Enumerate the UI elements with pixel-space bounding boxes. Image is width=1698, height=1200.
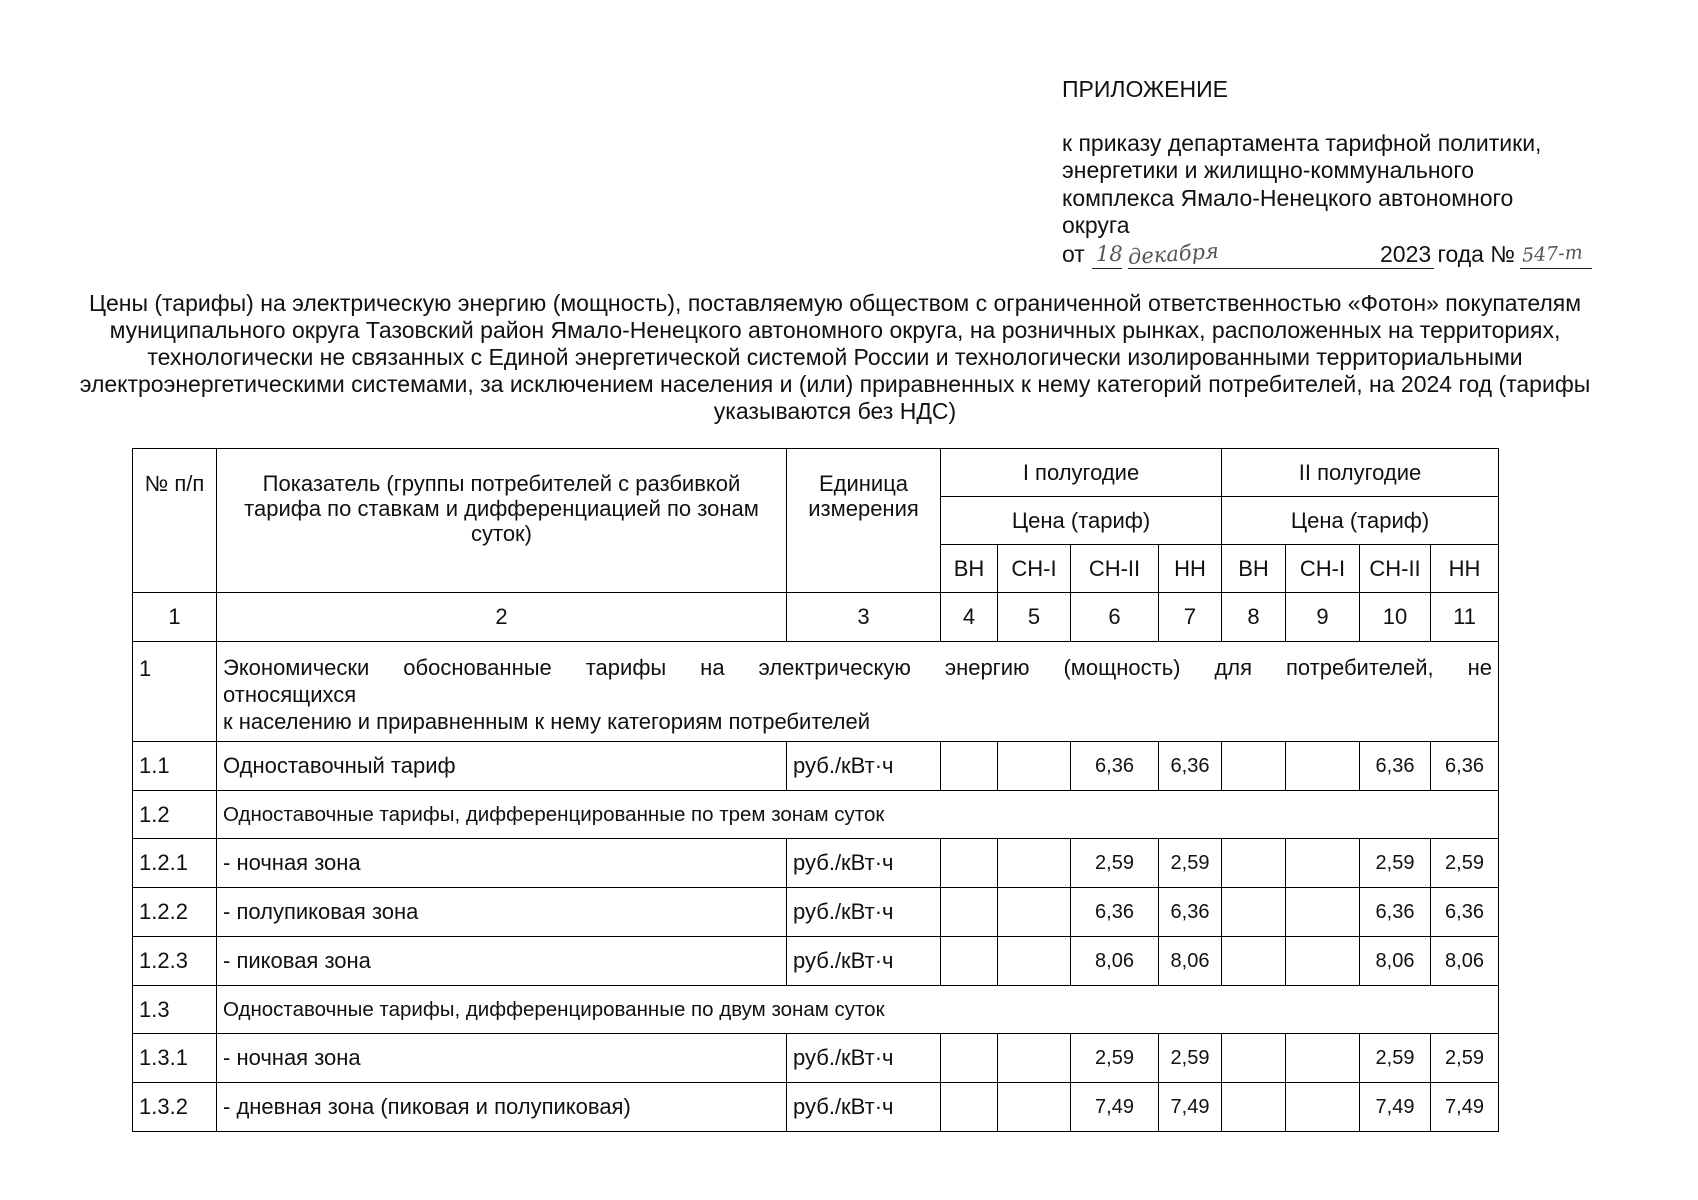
row-indicator: - полупиковая зона: [217, 888, 787, 937]
row-indicator: - пиковая зона: [217, 937, 787, 986]
group-row: [133, 986, 1499, 1034]
section-text-line: Экономически обоснованные тарифы на электрическую энергию (мощность) для потребителей, не: [223, 655, 1493, 680]
table-row: [133, 937, 1499, 986]
tariff-value: [941, 1034, 998, 1083]
tariff-value: [1286, 888, 1360, 937]
tariff-value: 6,36: [1360, 888, 1431, 937]
table-row: [133, 742, 1499, 791]
tariff-value: [1222, 1083, 1286, 1132]
tariff-value: [1286, 1034, 1360, 1083]
tariff-value: 2,59: [1159, 1034, 1222, 1083]
row-unit: руб./кВт·ч: [787, 839, 941, 888]
tariff-value: 6,36: [1431, 888, 1499, 937]
row-indicator: Одноставочный тариф: [217, 742, 787, 791]
row-num: 1.3: [133, 986, 217, 1034]
tariff-value: [998, 1083, 1071, 1132]
tariff-value: [1222, 1034, 1286, 1083]
header-num: № п/п: [133, 449, 217, 593]
header-level: НН: [1159, 545, 1222, 593]
section-row: [133, 642, 1499, 742]
appendix-heading: ПРИЛОЖЕНИЕ: [1062, 76, 1228, 102]
column-number: 6: [1071, 593, 1159, 642]
header-level: ВН: [1222, 545, 1286, 593]
tariff-value: 6,36: [1431, 742, 1499, 791]
column-number: 5: [998, 593, 1071, 642]
tariff-value: 6,36: [1159, 888, 1222, 937]
tariff-value: 2,59: [1431, 839, 1499, 888]
tariff-value: 8,06: [1431, 937, 1499, 986]
appendix-line: к приказу департамента тарифной политики,: [1062, 129, 1542, 156]
header-level: НН: [1431, 545, 1499, 593]
tariff-value: 2,59: [1071, 1034, 1159, 1083]
tariff-value: [1222, 937, 1286, 986]
tariff-value: 6,36: [1071, 742, 1159, 791]
column-number: 2: [217, 593, 787, 642]
row-indicator: - дневная зона (пиковая и полупиковая): [217, 1083, 787, 1132]
document-title: Цены (тарифы) на электрическую энергию (мощность), поставляемую обществом с ограниченной ответственностью «Фотон» покупателям муниципального округа Тазовский район Ямало-Ненецкого автономного округа, на розничных рынках, расположенных на территориях, технологически не связанных с Единой энергетической системой России и технологически изолированными территориальными электроэнергетическими системами, за исключением населения и (или) приравненных к нему категорий потребителей, на 2024 год (тарифы указываются без НДС): [79, 290, 1591, 424]
column-number: 11: [1431, 593, 1499, 642]
tariff-value: 7,49: [1360, 1083, 1431, 1132]
header-half-1: I полугодие: [941, 449, 1222, 497]
section-text-line: к населению и приравненным к нему категориям потребителей: [223, 709, 871, 734]
row-num: 1.2.3: [133, 937, 217, 986]
section-num: 1: [133, 642, 217, 742]
section-text: [217, 642, 1499, 742]
header-unit: Единица измерения: [787, 449, 941, 593]
row-num: 1.2.2: [133, 888, 217, 937]
row-num: 1.3.2: [133, 1083, 217, 1132]
section-text-line: относящихся: [223, 682, 357, 707]
group-name: Одноставочные тарифы, дифференцированные по двум зонам суток: [217, 986, 1499, 1034]
tariff-value: [941, 937, 998, 986]
tariff-value: [941, 839, 998, 888]
tariff-value: [998, 742, 1071, 791]
header-level: СН-I: [1286, 545, 1360, 593]
row-num: 1.3.1: [133, 1034, 217, 1083]
tariff-value: 7,49: [1431, 1083, 1499, 1132]
table-row: [133, 1034, 1499, 1083]
tariff-value: [1286, 839, 1360, 888]
column-number: 10: [1360, 593, 1431, 642]
appendix-line: энергетики и жилищно-коммунального: [1062, 157, 1474, 183]
tariff-value: [941, 742, 998, 791]
table-row: [133, 839, 1499, 888]
order-year: 2023 года №: [1380, 240, 1516, 267]
row-unit: руб./кВт·ч: [787, 888, 941, 937]
row-num: 1.2: [133, 791, 217, 839]
table-row: [133, 888, 1499, 937]
tariff-value: 2,59: [1360, 1034, 1431, 1083]
order-month: декабря: [1127, 238, 1220, 269]
tariff-table: [132, 448, 1499, 1132]
row-unit: руб./кВт·ч: [787, 937, 941, 986]
row-unit: руб./кВт·ч: [787, 1034, 941, 1083]
header-level: ВН: [941, 545, 998, 593]
header-price-2: Цена (тариф): [1222, 497, 1499, 545]
tariff-value: [1286, 937, 1360, 986]
group-name: Одноставочные тарифы, дифференцированные по трем зонам суток: [217, 791, 1499, 839]
header-level: СН-I: [998, 545, 1071, 593]
tariff-value: 2,59: [1159, 839, 1222, 888]
table-row: [133, 1083, 1499, 1132]
order-prefix: от: [1062, 240, 1085, 267]
group-row: [133, 791, 1499, 839]
tariff-value: 8,06: [1159, 937, 1222, 986]
column-number: 7: [1159, 593, 1222, 642]
column-number: 4: [941, 593, 998, 642]
column-number: 8: [1222, 593, 1286, 642]
row-indicator: - ночная зона: [217, 839, 787, 888]
header-level: СН-II: [1071, 545, 1159, 593]
header-price-1: Цена (тариф): [941, 497, 1222, 545]
appendix-line: комплекса Ямало-Ненецкого автономного: [1062, 184, 1514, 211]
header-half-2: II полугодие: [1222, 449, 1499, 497]
tariff-value: 8,06: [1071, 937, 1159, 986]
order-number: 547-т: [1521, 240, 1584, 267]
row-indicator: - ночная зона: [217, 1034, 787, 1083]
row-unit: руб./кВт·ч: [787, 742, 941, 791]
tariff-value: [1286, 742, 1360, 791]
header-level: СН-II: [1360, 545, 1431, 593]
tariff-value: 2,59: [1360, 839, 1431, 888]
tariff-value: 7,49: [1071, 1083, 1159, 1132]
column-number: 3: [787, 593, 941, 642]
tariff-value: 8,06: [1360, 937, 1431, 986]
tariff-value: 6,36: [1071, 888, 1159, 937]
tariff-value: [1286, 1083, 1360, 1132]
appendix-line: округа: [1062, 212, 1130, 238]
row-num: 1.2.1: [133, 839, 217, 888]
order-day: 18: [1096, 241, 1123, 266]
tariff-value: [1222, 742, 1286, 791]
row-unit: руб./кВт·ч: [787, 1083, 941, 1132]
tariff-value: 6,36: [1159, 742, 1222, 791]
tariff-value: [998, 1034, 1071, 1083]
tariff-value: [941, 1083, 998, 1132]
appendix-block: [1062, 76, 1622, 271]
tariff-value: [1222, 888, 1286, 937]
column-number: 9: [1286, 593, 1360, 642]
tariff-value: [998, 888, 1071, 937]
tariff-value: 6,36: [1360, 742, 1431, 791]
order-line: [1062, 238, 1622, 271]
tariff-value: [998, 839, 1071, 888]
tariff-value: 7,49: [1159, 1083, 1222, 1132]
tariff-value: [941, 888, 998, 937]
header-indicator: Показатель (группы потребителей с разбивкой тарифа по ставкам и дифференциацией по зонам суток): [217, 449, 787, 593]
column-number: 1: [133, 593, 217, 642]
column-number-row: [133, 593, 1499, 642]
tariff-value: [1222, 839, 1286, 888]
tariff-value: 2,59: [1071, 839, 1159, 888]
tariff-value: 2,59: [1431, 1034, 1499, 1083]
tariff-value: [998, 937, 1071, 986]
row-num: 1.1: [133, 742, 217, 791]
